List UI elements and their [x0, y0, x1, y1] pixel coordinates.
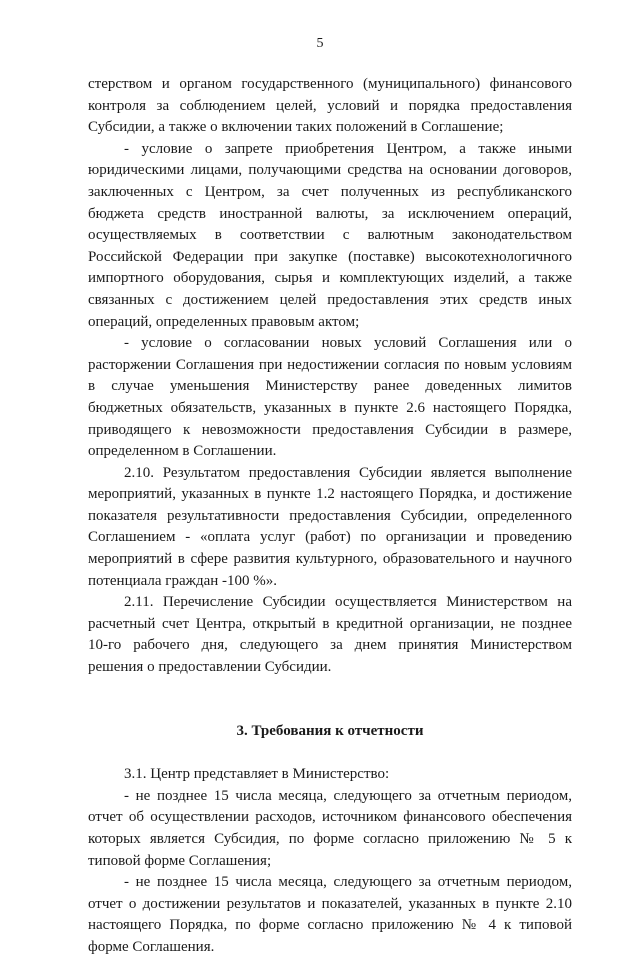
- document-body: [88, 74, 572, 959]
- paragraph: - не позднее 15 числа месяца, следующего за отчетным периодом, отчет об осуществлении расходов, источником финансового обеспечения которых является Субсидия, по форме согласно приложению № 5 к типовой форме Соглашения;: [88, 787, 572, 869]
- paragraph: - условие о запрете приобретения Центром, а также иными юридическими лицами, получающими средства на основании договоров, заключенных с Центром, за счет полученных из республиканского бюджета средств иностранной валюты, за исключением операций, осуществляемых в соответствии с валютным законодательством Российской Федерации при закупке (поставке) высокотехнологичного импортного оборудования, сырья и комплектующих изделий, а также связанных с достижением целей предоставления этих средств иных операций, определенных правовым актом;: [88, 140, 572, 330]
- paragraph: - условие о согласовании новых условий Соглашения или о расторжении Соглашения при недостижении согласия по новым условиям в случае уменьшения Министерству ранее доведенных лимитов бюджетных обязательств, указанных в пункте 2.6 настоящего Порядка, приводящего к невозможности предоставления Субсидии в размере, определенном в Соглашении.: [88, 335, 572, 460]
- paragraph: стерством и органом государственного (муниципального) финансового контроля за соблюдением целей, условий и порядка предоставления Субсидии, а также о включении таких положений в Соглашение;: [88, 76, 572, 136]
- page-number: 5: [316, 36, 324, 51]
- paragraph: 3.1. Центр представляет в Министерство:: [124, 766, 390, 783]
- paragraph: 2.10. Результатом предоставления Субсидии является выполнение мероприятий, указанных в пункте 1.2 настоящего Порядка, и достижение показателя результативности предоставления Субсидии, определенного Соглашением - «оплата услуг (работ) по организации и проведению мероприятий в сфере развития культурного, образовательного и научного потенциала граждан -100 %».: [88, 464, 572, 589]
- paragraphs-bottom: [88, 764, 572, 958]
- paragraph: 2.11. Перечисление Субсидии осуществляется Министерством на расчетный счет Центра, открытый в кредитной организации, не позднее 10-го рабочего дня, следующего за днем принятия Министерством решения о предоставлении Субсидии.: [88, 594, 572, 676]
- paragraphs-top: [88, 74, 572, 679]
- section-heading: 3. Требования к отчетности: [236, 722, 424, 739]
- paragraph: - не позднее 15 числа месяца, следующего за отчетным периодом, отчет о достижении результатов и показателей, указанных в пункте 2.10 настоящего Порядка, по форме согласно приложению № 4 к типовой форме Соглашения.: [88, 874, 572, 955]
